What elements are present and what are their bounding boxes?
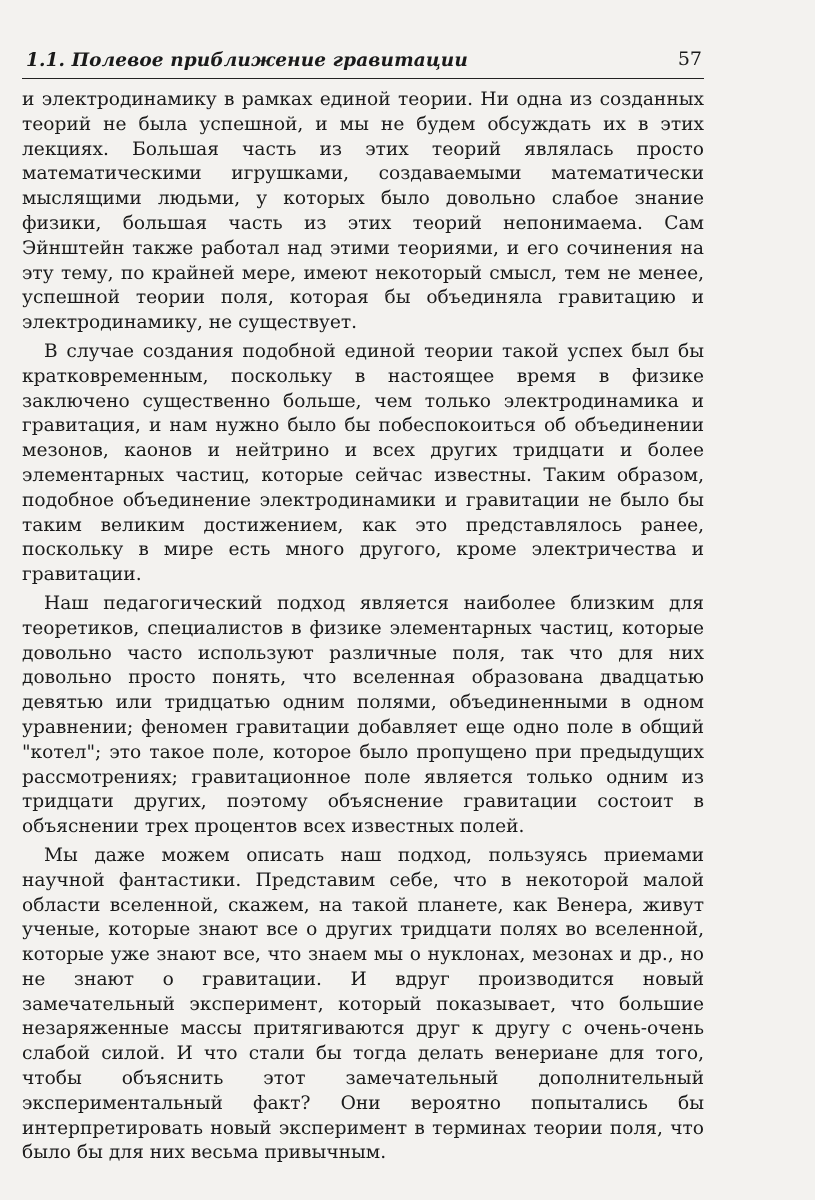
page-body <box>22 88 704 1170</box>
paragraph: В случае создания подобной единой теории такой успех был бы кратковременным, поскольку в настоящее время в физике заключено существенно больше, чем только электродинамика и гравитация, и нам нужно было бы побеспокоиться об объединении мезонов, каонов и нейтрино и всех других тридцати и более элементарных частиц, которые сейчас известны. Таким образом, подобное объединение электродинамики и гравитации не было бы таким великим достижением, как это представлялось ранее, поскольку в мире есть много другого, кроме электричества и гравитации. <box>22 340 704 586</box>
running-header <box>22 48 704 79</box>
page-number: 57 <box>677 48 702 70</box>
paragraph: Мы даже можем описать наш подход, пользуясь приемами научной фантастики. Представим себе, что в некоторой малой области вселенной, скажем, на такой планете, как Венера, живут ученые, которые знают все о других тридцати полях во вселенной, которые уже знают все, что знаем мы о нуклонах, мезонах и др., но не знают о гравитации. И вдруг производится новый замечательный эксперимент, который показывает, что большие незаряженные массы притягиваются друг к другу с очень-очень слабой силой. И что стали бы тогда делать венериане для того, чтобы объяснить этот замечательный дополнительный экспериментальный факт? Они вероятно попытались бы интерпретировать новый эксперимент в терминах теории поля, что было бы для них весьма привычным. <box>22 844 704 1164</box>
paragraph-continued: и электродинамику в рамках единой теории. Ни одна из созданных теорий не была успешной, и мы не будем обсуждать их в этих лекциях. Большая часть из этих теорий являлась просто математическими игрушками, создаваемыми математически мыслящими людьми, у которых было довольно слабое знание физики, большая часть из этих теорий непонимаема. Сам Эйнштейн также работал над этими теориями, и его сочинения на эту тему, по крайней мере, имеют некоторый смысл, тем не менее, успешной теории поля, которая бы объединяла гравитацию и электродинамику, не существует. <box>22 89 704 334</box>
paragraph: Наш педагогический подход является наиболее близким для теоретиков, специалистов в физике элементарных частиц, которые довольно часто используют различные поля, так что для них довольно просто понять, что вселенная образована двадцатью девятью или тридцатью одним полями, объединенными в одном уравнении; феномен гравитации добавляет еще одно поле в общий "котел"; это такое поле, которое было пропущено при предыдущих рассмотрениях; гравитационное поле является только одним из тридцати других, поэтому объяснение гравитации состоит в объяснении трех процентов всех известных полей. <box>22 592 704 838</box>
section-title: 1.1. Полевое приближение гравитации <box>26 50 468 71</box>
